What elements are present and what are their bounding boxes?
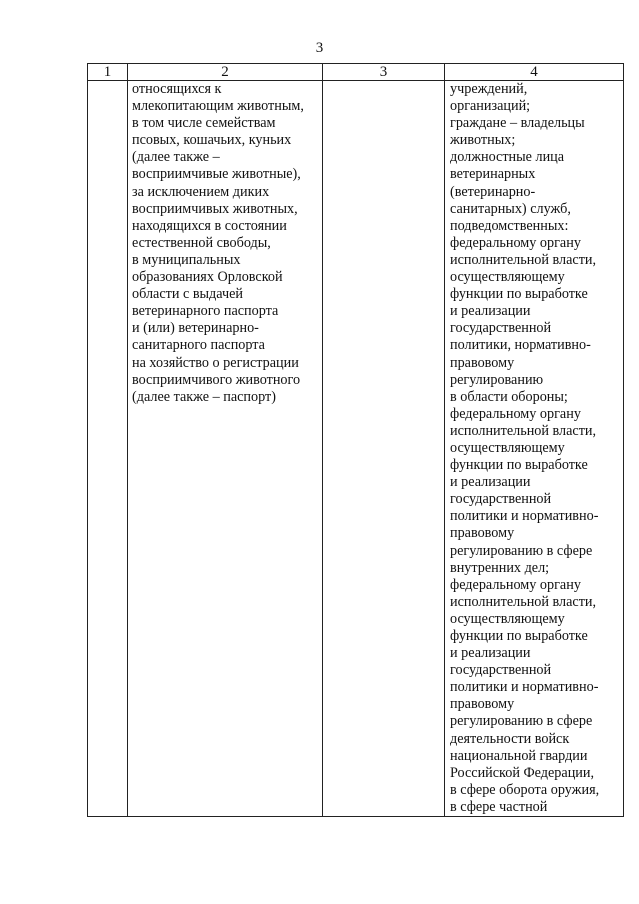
cell-text-line: функции по выработке [450,628,588,644]
cell-text-line: должностные лица [450,149,565,166]
cell-text-line: осуществляющему [450,610,565,627]
cell-text-line: (далее также – паспорт) [132,388,276,405]
table-header-row [88,64,624,81]
cell-text-line: осуществляющему [450,269,565,286]
cell-text-line: подведомственных: [450,217,569,234]
cell-text-line: (далее также – [132,149,220,166]
table-row [88,81,624,817]
cell-text-line: ветеринарного паспорта [132,303,279,320]
cell-text-line: функции по выработке [450,457,588,474]
cell-col-3 [323,81,445,817]
cell-text-line: в муниципальных [132,251,241,268]
cell-text-line: исполнительной власти, [450,422,597,439]
cell-text-line: псовых, кошачьих, куньих [132,132,292,149]
cell-text-line: восприимчивого животного [132,371,301,388]
cell-text-line: федеральному органу [450,234,581,251]
cell-col-2 [128,81,323,817]
cell-text-line: исполнительной власти, [450,593,597,610]
cell-text-line: млекопитающим животным, [132,98,304,115]
cell-text-line: в области обороны; [450,388,568,405]
cell-text-line: и реализации [450,303,531,320]
cell-col-4 [445,81,624,817]
cell-text-line: в сфере частной [450,798,548,815]
cell-text-line: в том числе семействам [132,115,276,132]
cell-text-line: политики и нормативно- [450,508,599,525]
cell-text-line: осуществляющему [450,439,565,456]
cell-text-line: находящихся в состоянии [132,217,287,234]
cell-text-line: федеральному органу [450,405,581,422]
cell-text-line: (ветеринарно- [450,183,536,200]
cell-text-line: санитарного паспорта [132,337,265,354]
cell-text-line: граждане – владельцы [450,115,585,132]
cell-text-line: организаций; [450,98,531,115]
header-col-3: 3 [323,64,445,81]
cell-col-1 [88,81,128,817]
cell-text-line: государственной [450,491,552,508]
cell-text-line: и реализации [450,474,531,491]
cell-text-line: и реализации [450,645,531,662]
cell-text-line: ветеринарных [450,166,536,183]
header-col-2: 2 [128,64,323,81]
cell-text-line: образованиях Орловской [132,269,283,286]
cell-text-line: государственной [450,320,552,337]
cell-text-line: политики, нормативно- [450,337,591,354]
cell-text-line: политики и нормативно- [450,679,599,696]
cell-text-line: животных; [450,132,516,149]
cell-text-line: федеральному органу [450,576,581,593]
cell-text-line: учреждений, [450,81,528,97]
cell-text-line: восприимчивые животные), [132,166,301,183]
cell-text-line: правовому [450,354,515,371]
cell-text-line: государственной [450,662,552,679]
cell-text-line: области с выдачей [132,286,244,303]
cell-text-line: на хозяйство о регистрации [132,354,299,371]
cell-text-line: национальной гвардии [450,747,588,764]
cell-text-line: и (или) ветеринарно- [132,320,259,337]
cell-text-line: за исключением диких [132,183,270,200]
cell-text-line: внутренних дел; [450,559,550,576]
header-col-4: 4 [445,64,624,81]
cell-text-line: санитарных) служб, [450,200,571,217]
cell-text-line: деятельности войск [450,730,570,747]
cell-text-line: регулированию [450,371,544,388]
cell-text-line: относящихся к [132,81,222,97]
header-col-1: 1 [88,64,128,81]
cell-text-line: регулированию в сфере [450,713,593,730]
cell-text-line: функции по выработке [450,286,588,303]
page-number: 3 [315,40,324,56]
cell-text-line: правовому [450,696,515,713]
cell-text-line: в сфере оборота оружия, [450,781,600,798]
cell-text-line: исполнительной власти, [450,251,597,268]
cell-text-line: Российской Федерации, [450,764,595,781]
document-table [87,63,624,817]
cell-text-line: восприимчивых животных, [132,200,298,217]
cell-text-line: регулированию в сфере [450,542,593,559]
cell-text-line: естественной свободы, [132,234,271,251]
cell-text-line: правовому [450,525,515,542]
